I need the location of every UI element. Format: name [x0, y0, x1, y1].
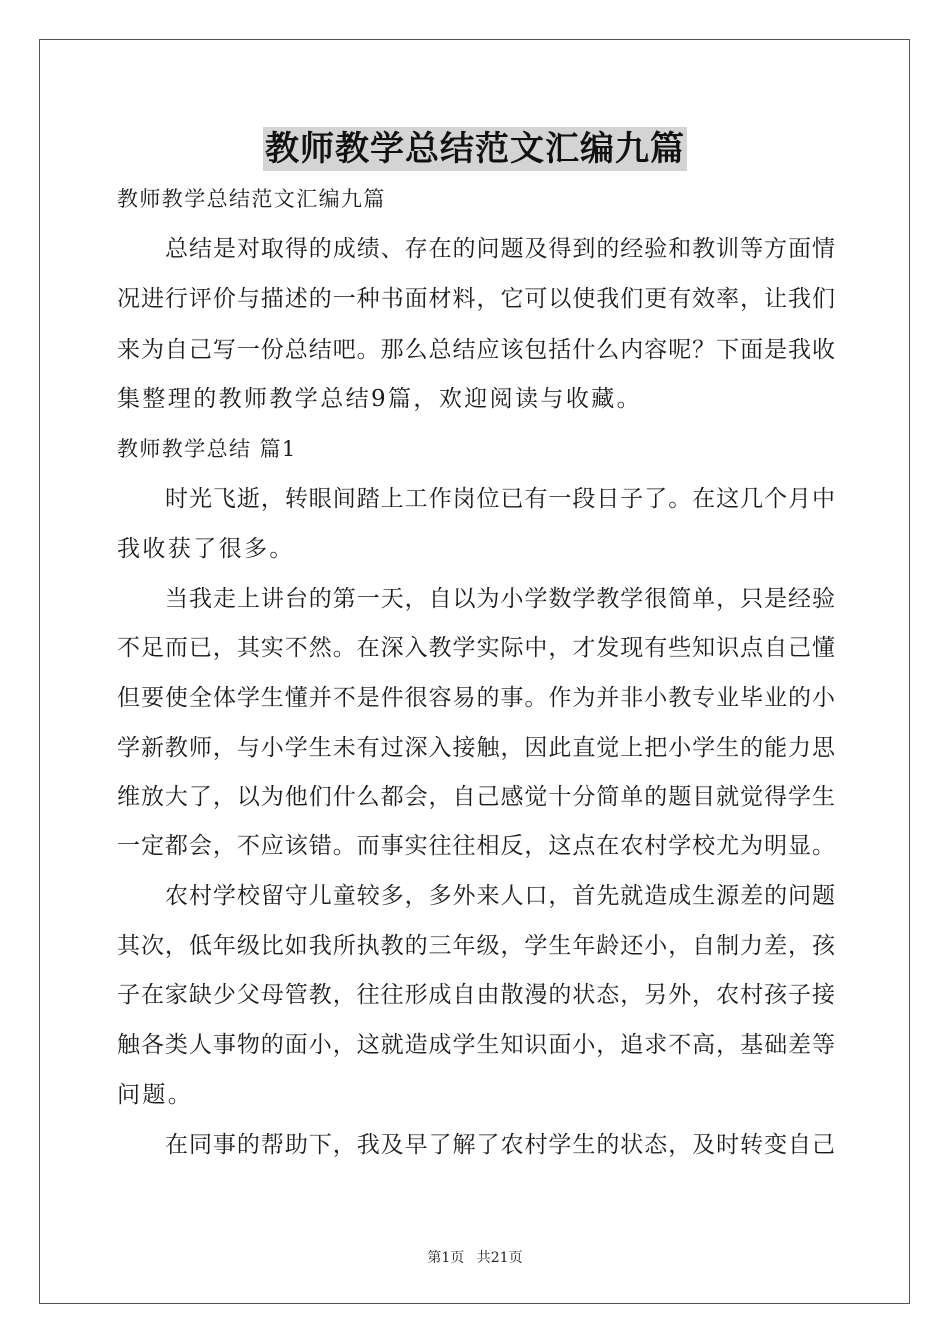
- page-border: [39, 39, 910, 1304]
- paragraph-line: 其次，低年级比如我所执教的三年级，学生年龄还小，自制力差，孩: [117, 933, 835, 959]
- section-heading: 教师教学总结 篇1: [117, 437, 297, 461]
- paragraph-line: 当我走上讲台的第一天，自以为小学数学教学很简单，只是经验: [165, 586, 835, 612]
- paragraph-line: 况进行评价与描述的一种书面材料，它可以使我们更有效率，让我们: [117, 286, 835, 312]
- paragraph-line: 总结是对取得的成绩、存在的问题及得到的经验和教训等方面情: [165, 236, 835, 262]
- paragraph-line: 一定都会，不应该错。而事实往往相反，这点在农村学校尤为明显。: [117, 833, 835, 859]
- subtitle-line: 教师教学总结范文汇编九篇: [117, 187, 386, 211]
- paragraph-line: 但要使全体学生懂并不是件很容易的事。作为并非小教专业毕业的小: [117, 685, 835, 711]
- paragraph-line: 学新教师，与小学生未有过深入接触，因此直觉上把小学生的能力思: [117, 735, 835, 761]
- paragraph-line: 在同事的帮助下，我及早了解了农村学生的状态，及时转变自己: [165, 1132, 835, 1158]
- paragraph-line: 不足而已，其实不然。在深入教学实际中，才发现有些知识点自己懂: [117, 635, 835, 661]
- page-number: 第1页: [427, 1250, 465, 1266]
- page-footer: [0, 1247, 950, 1267]
- paragraph-line: 问题。: [117, 1082, 194, 1108]
- paragraph-line: 子在家缺少父母管教，往往形成自由散漫的状态，另外，农村孩子接: [117, 982, 835, 1008]
- paragraph-line: 触各类人事物的面小，这就造成学生知识面小，追求不高，基础差等: [117, 1032, 835, 1058]
- paragraph-line: 农村学校留守儿童较多，多外来人口，首先就造成生源差的问题: [165, 883, 835, 909]
- paragraph-line: 维放大了，以为他们什么都会，自己感觉十分简单的题目就觉得学生: [117, 784, 835, 810]
- paragraph-line: 集整理的教师教学总结9篇，欢迎阅读与收藏。: [117, 386, 643, 412]
- paragraph-line: 来为自己写一份总结吧。那么总结应该包括什么内容呢？下面是我收: [117, 337, 835, 363]
- paragraph-line: 时光飞逝，转眼间踏上工作岗位已有一段日子了。在这几个月中: [165, 486, 835, 512]
- paragraph-line: 我收获了很多。: [117, 536, 295, 562]
- document-title: 教师教学总结范文汇编九篇: [265, 129, 685, 169]
- page-total: 共21页: [476, 1250, 523, 1266]
- title-block: [0, 127, 950, 171]
